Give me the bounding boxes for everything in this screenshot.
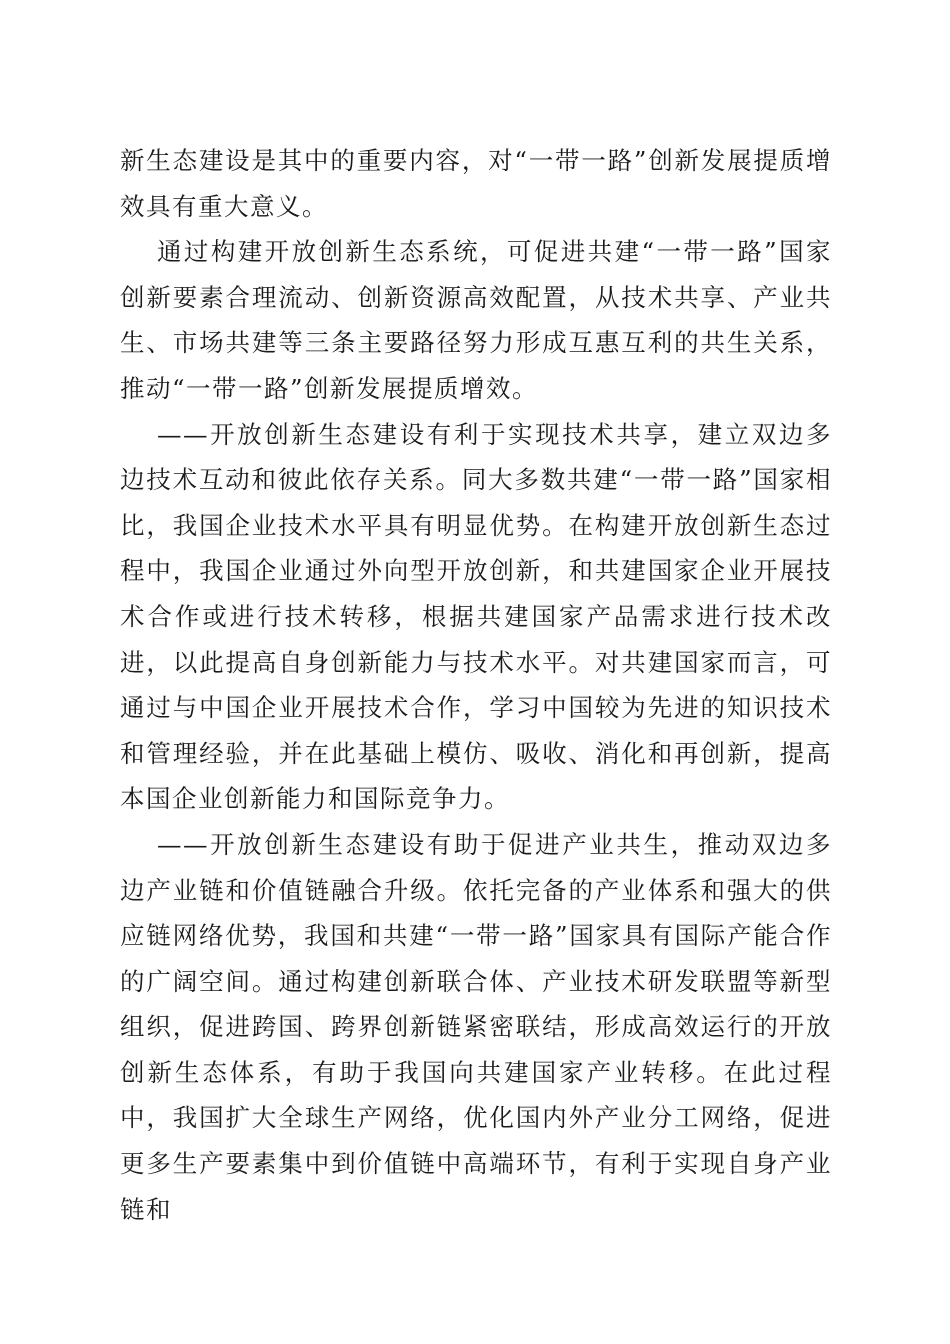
paragraph-continuation: 新生态建设是其中的重要内容，对“一带一路”创新发展提质增效具有重大意义。 <box>120 146 832 221</box>
paragraph-industrial-symbiosis: ——开放创新生态建设有助于促进产业共生，推动双边多边产业链和价值链融合升级。依托完备的产业体系和强大的供应链网络优势，我国和共建“一带一路”国家具有国际产能合作的广阔空间。通过构建创新联合体、产业技术研发联盟等新型组织，促进跨国、跨界创新链紧密联结，形成高效运行的开放创新生态体系，有助于我国向共建国家产业转移。在此过程中，我国扩大全球生产网络，优化国内外产业分工网络，促进更多生产要素集中到价值链中高端环节，有利于实现自身产业链和 <box>120 829 832 1224</box>
paragraph-technology-sharing: ——开放创新生态建设有利于实现技术共享，建立双边多边技术互动和彼此依存关系。同大多数共建“一带一路”国家相比，我国企业技术水平具有明显优势。在构建开放创新生态过程中，我国企业通过外向型开放创新，和共建国家企业开展技术合作或进行技术转移，根据共建国家产品需求进行技术改进，以此提高自身创新能力与技术水平。对共建国家而言，可通过与中国企业开展技术合作，学习中国较为先进的知识技术和管理经验，并在此基础上模仿、吸收、消化和再创新，提高本国企业创新能力和国际竞争力。 <box>120 419 832 814</box>
paragraph-open-innovation-ecosystem: 通过构建开放创新生态系统，可促进共建“一带一路”国家创新要素合理流动、创新资源高效配置，从技术共享、产业共生、市场共建等三条主要路径努力形成互惠互利的共生关系，推动“一带一路”创新发展提质增效。 <box>120 237 832 403</box>
document-body <box>120 138 832 1232</box>
